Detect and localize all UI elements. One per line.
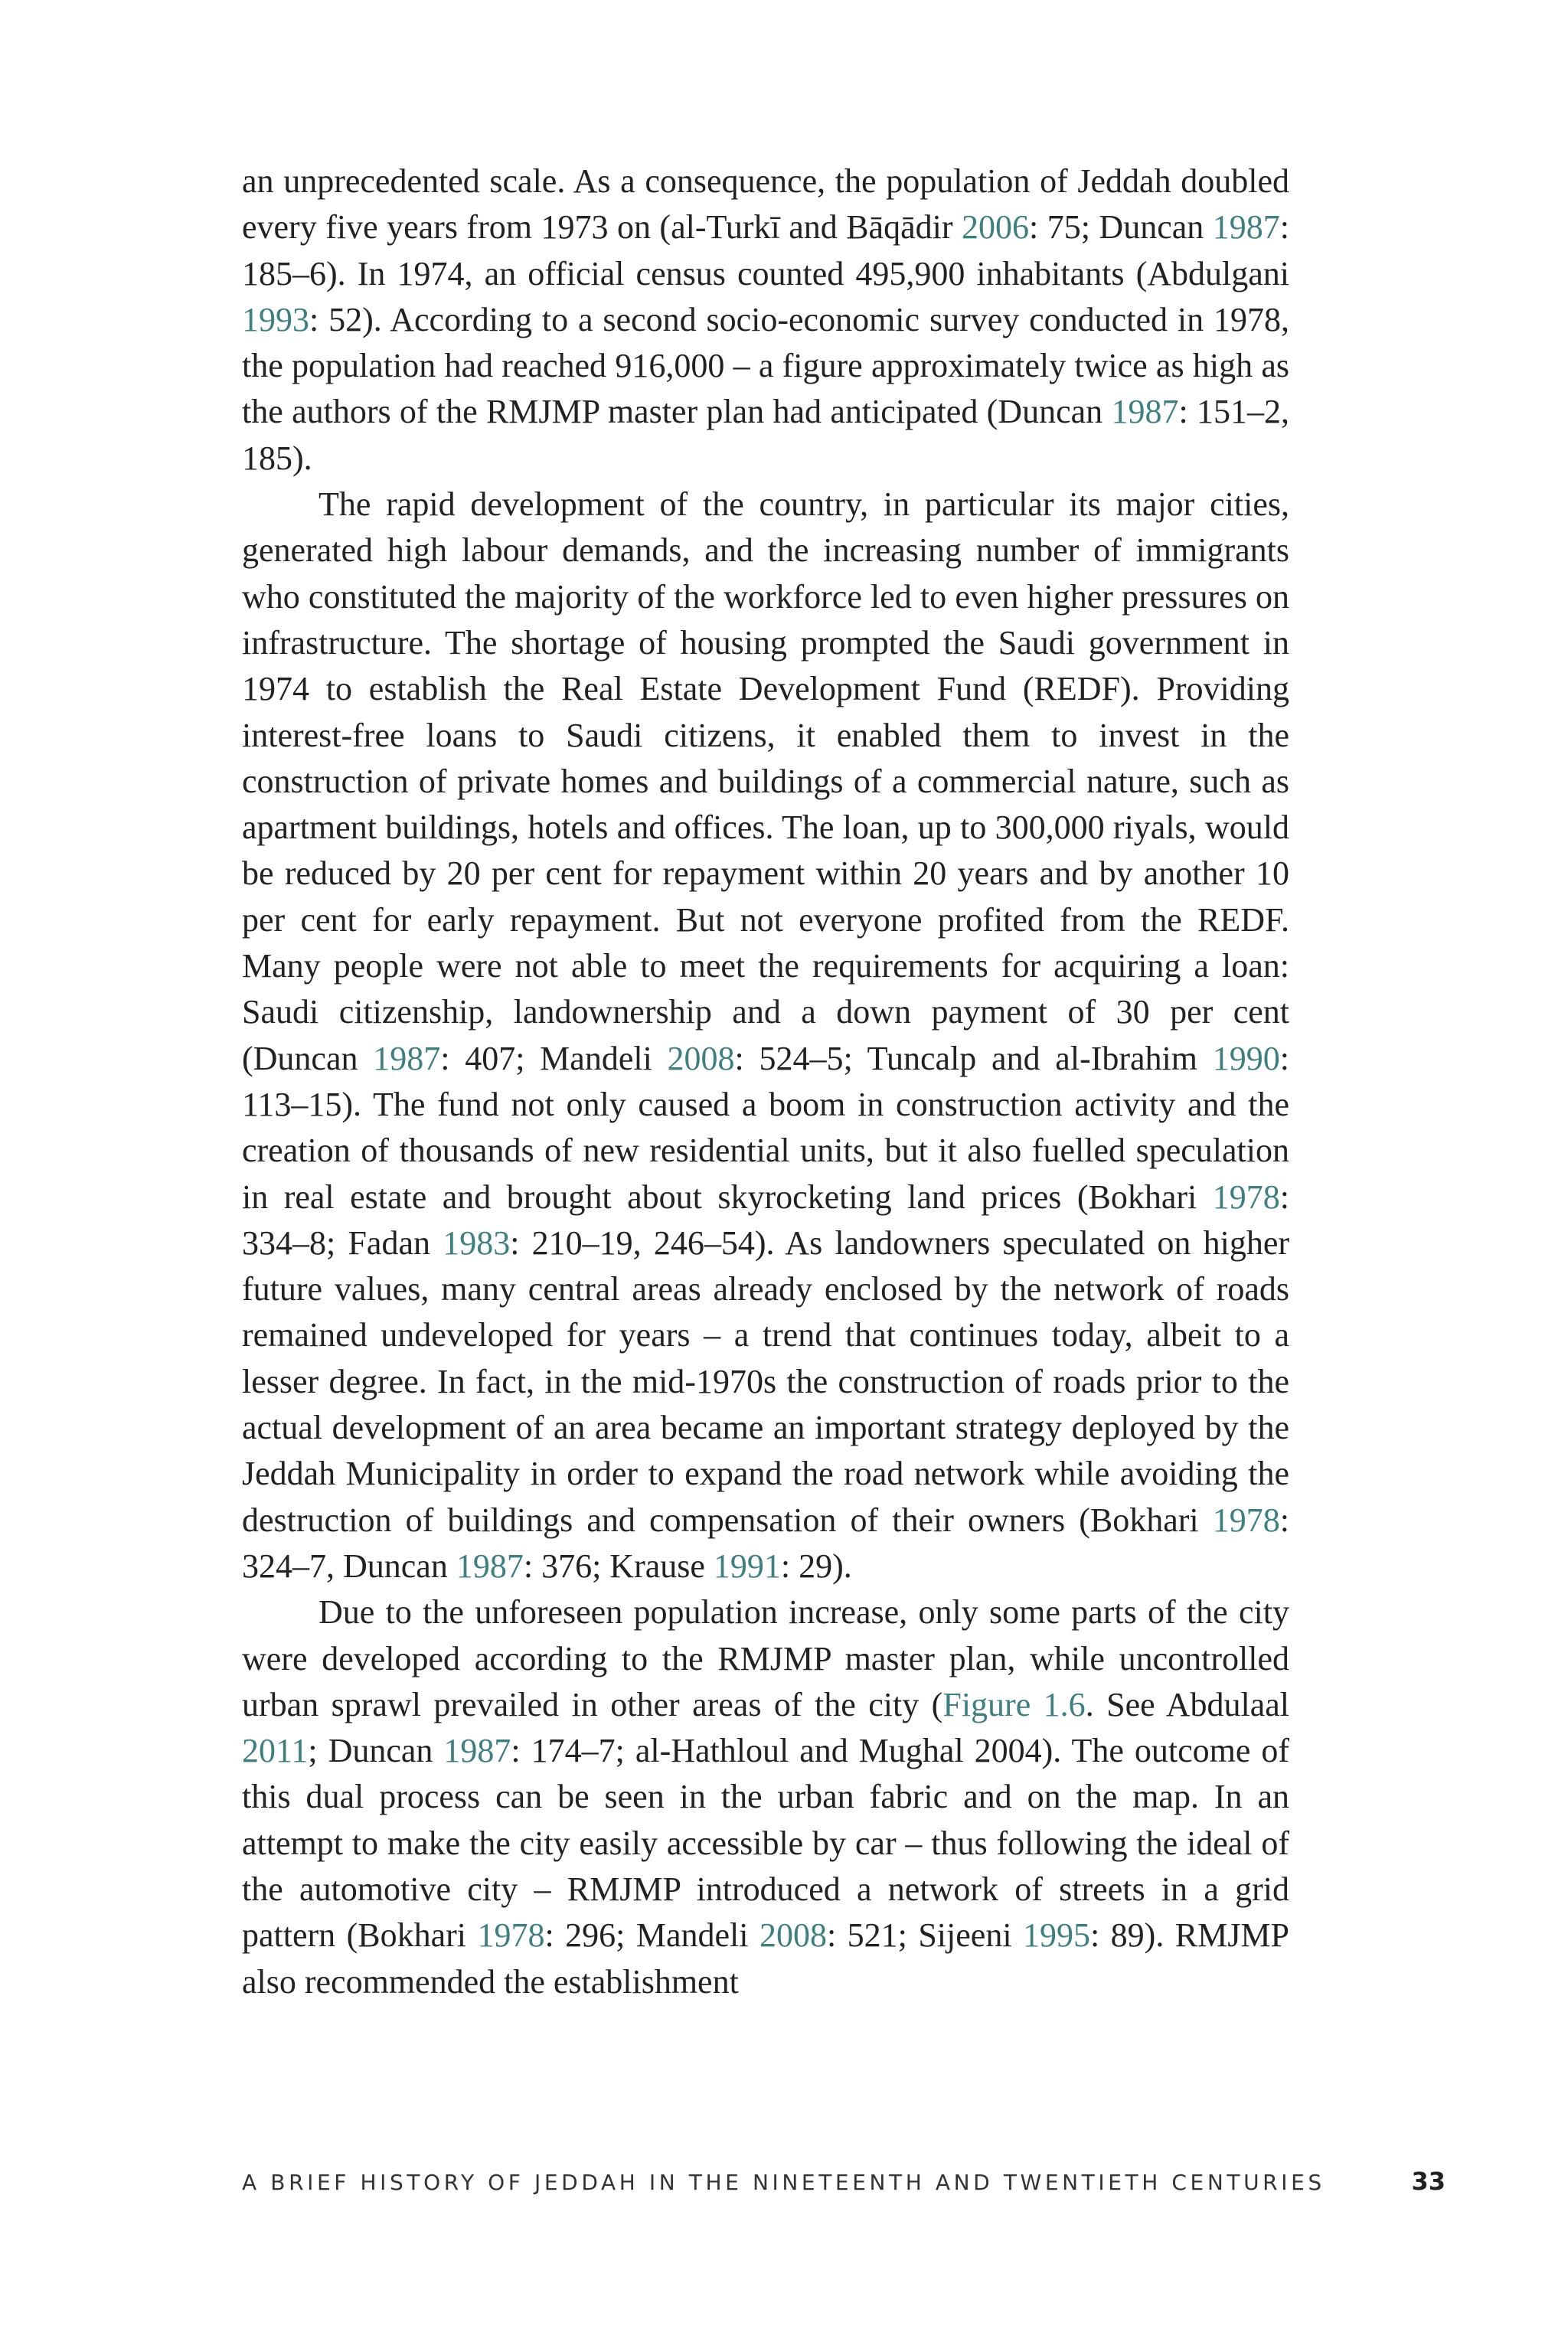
text-run: : 521; Sijeeni bbox=[826, 1916, 1023, 1955]
text-run: : 89). RMJMP also recommended the establishment bbox=[242, 1916, 1289, 2001]
paragraph-3 bbox=[242, 1589, 1289, 2005]
citation-link[interactable]: 2008 bbox=[759, 1916, 827, 1955]
text-run: The rapid development of the country, in particular its major cities, generated high labour demands, and the increasing number of immigrants who constituted the majority of the workforce led to even higher pressures on infrastructure. The shortage of housing prompted the Saudi government in 1974 to establish the Real Estate Development Fund (REDF). Providing interest-free loans to Saudi citizens, it enabled them to invest in the construction of private homes and buildings of a commercial nature, such as apartment buildings, hotels and offices. The loan, up to 300,000 riyals, would be reduced by 20 per cent for repayment within 20 years and by another 10 per cent for early repayment. But not everyone profited from the REDF. Many people were not able to meet the requirements for acquiring a loan: Saudi citizenship, landownership and a down payment of 30 per cent (Duncan bbox=[242, 485, 1289, 1077]
text-run: : 151–2, 185). bbox=[242, 393, 1289, 477]
citation-link[interactable]: 1987 bbox=[1111, 393, 1179, 431]
citation-link[interactable]: 1991 bbox=[713, 1547, 781, 1585]
citation-link[interactable]: 2011 bbox=[242, 1732, 309, 1770]
citation-link[interactable]: 1995 bbox=[1023, 1916, 1090, 1955]
text-run: : 75; Duncan bbox=[1029, 208, 1213, 247]
text-run: : 185–6). In 1974, an official census counted 495,900 inhabitants (Abdulgani bbox=[242, 208, 1289, 292]
citation-link[interactable]: 1990 bbox=[1212, 1039, 1280, 1077]
text-run: an unprecedented scale. As a consequence, the population of Jeddah doubled every five years from 1973 on (al-Turkī and Bāqādir bbox=[242, 162, 1289, 247]
citation-link[interactable]: 1987 bbox=[456, 1547, 524, 1585]
text-run: : 407; Mandeli bbox=[440, 1039, 668, 1077]
citation-link[interactable]: 1987 bbox=[373, 1039, 441, 1077]
text-run: : 334–8; Fadan bbox=[242, 1178, 1289, 1262]
citation-link[interactable]: Figure 1.6 bbox=[942, 1685, 1086, 1723]
text-run: : 29). bbox=[780, 1547, 852, 1585]
text-run: Due to the unforeseen population increase, only some parts of the city were developed according to the RMJMP master plan, while uncontrolled urban sprawl prevailed in other areas of the city ( bbox=[242, 1593, 1289, 1723]
text-run: : 52). According to a second socio-economic survey conducted in 1978, the population had reached 916,000 – a figure approximately twice as high as the authors of the RMJMP master plan had anticipated (Duncan bbox=[242, 300, 1289, 431]
text-run: : 376; Krause bbox=[523, 1547, 714, 1585]
citation-link[interactable]: 1978 bbox=[1212, 1178, 1280, 1216]
running-head: A BRIEF HISTORY OF JEDDAH IN THE NINETEENTH AND TWENTIETH CENTURIES bbox=[242, 2170, 1325, 2195]
body-text bbox=[242, 158, 1289, 2005]
text-run: : 524–5; Tuncalp and al-Ibrahim bbox=[734, 1039, 1213, 1077]
text-run: ; Duncan bbox=[308, 1732, 444, 1770]
page-number: 33 bbox=[1411, 2167, 1446, 2196]
text-run: : 210–19, 246–54). As landowners speculated on higher future values, many central areas already enclosed by the network of roads remained undeveloped for years – a trend that continues today, albeit to a lesser degree. In fact, in the mid-1970s the construction of roads prior to the actual development of an area became an important strategy deployed by the Jeddah Municipality in order to expand the road network while avoiding the destruction of buildings and compensation of their owners (Bokhari bbox=[242, 1223, 1289, 1539]
citation-link[interactable]: 2008 bbox=[667, 1039, 735, 1077]
text-run: : 296; Mandeli bbox=[544, 1916, 760, 1955]
citation-link[interactable]: 1993 bbox=[242, 300, 309, 338]
citation-link[interactable]: 1987 bbox=[1212, 208, 1280, 247]
text-run: : 113–15). The fund not only caused a boom in construction activity and the creation of thousands of new residential units, but it also fuelled speculation in real estate and brought about skyrocketing land prices (Bokhari bbox=[242, 1039, 1289, 1216]
text-run: : 324–7, Duncan bbox=[242, 1501, 1289, 1585]
paragraph-2 bbox=[242, 482, 1289, 1589]
citation-link[interactable]: 1983 bbox=[443, 1223, 511, 1262]
citation-link[interactable]: 2006 bbox=[962, 208, 1029, 247]
citation-link[interactable]: 1978 bbox=[1212, 1501, 1280, 1539]
text-run: . See Abdulaal bbox=[1085, 1685, 1289, 1723]
citation-link[interactable]: 1987 bbox=[443, 1732, 511, 1770]
text-run: : 174–7; al-Hathloul and Mughal 2004). The outcome of this dual process can be seen in the urban fabric and on the map. In an attempt to make the city easily accessible by car – thus following the ideal of the automotive city – RMJMP introduced a network of streets in a grid pattern (Bokhari bbox=[242, 1732, 1289, 1955]
citation-link[interactable]: 1978 bbox=[477, 1916, 545, 1955]
paragraph-1 bbox=[242, 158, 1289, 482]
